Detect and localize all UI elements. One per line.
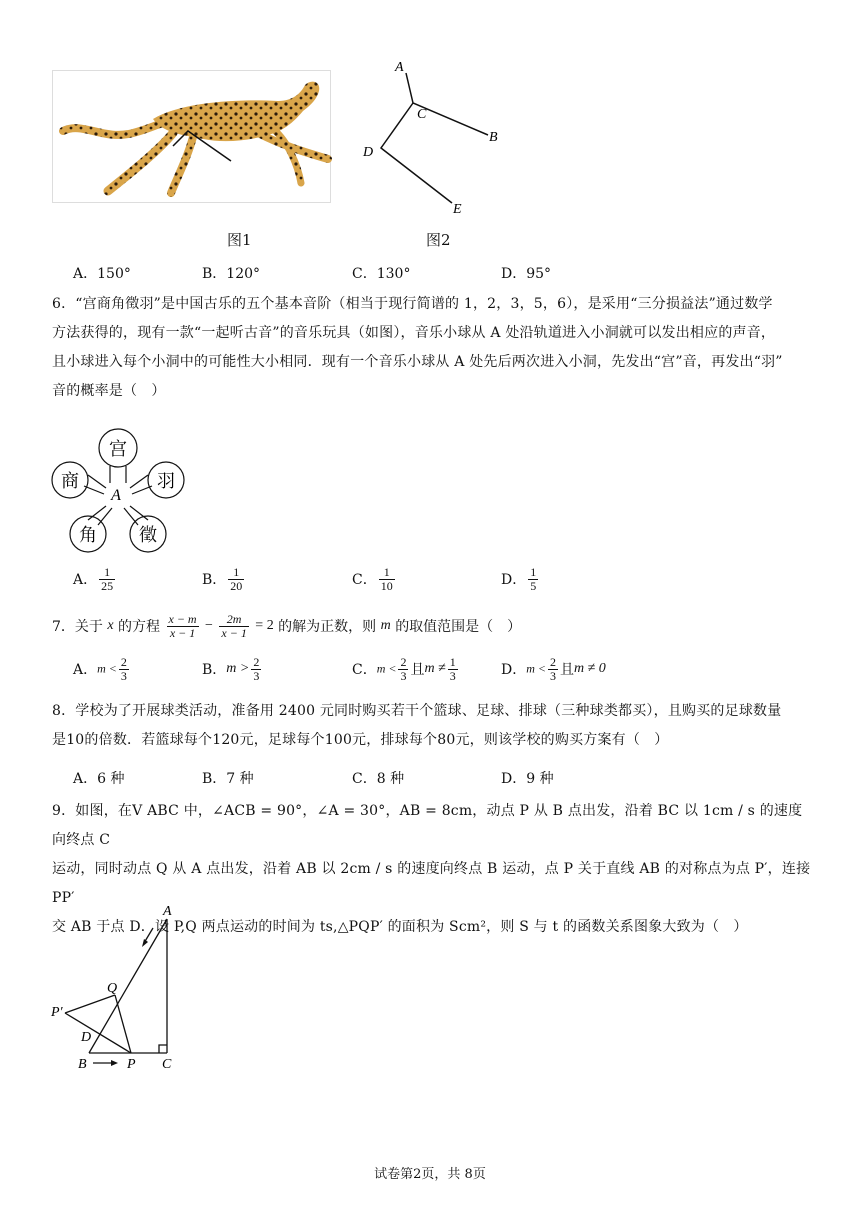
q6-option-d[interactable]: D． $\frac{1}{5}$ xyxy=(501,565,537,593)
q8-option-d[interactable]: D．9 种 xyxy=(501,771,554,787)
q6-line-4: 音的概率是（ ） xyxy=(52,383,166,399)
q5-option-b[interactable]: B．120° xyxy=(202,266,261,282)
q7-fraction-2: $\frac{2m}{x - 1}$ xyxy=(221,612,247,640)
triangle-figure-q9 xyxy=(45,895,195,1075)
hole-zhi-label: 徵 xyxy=(139,525,157,546)
question-6-text xyxy=(52,290,812,406)
point-label-a: A xyxy=(395,60,404,75)
figure-2-caption: 图2 xyxy=(426,231,451,249)
q8-option-c[interactable]: C．8 种 xyxy=(352,771,405,787)
music-toy-figure xyxy=(48,428,188,553)
question-8-text xyxy=(52,697,812,755)
q9-label-p-prime: P′ xyxy=(51,1005,63,1020)
point-label-d: D xyxy=(363,145,374,160)
question-7-text: 7．关于 x 的方程 $\frac{x - m}{x - 1}$ − $\frac{2m}{x - 1}$ = 2 的解为正数，则 m 的取值范围是（ ） xyxy=(52,612,522,640)
point-label-b: B xyxy=(489,130,498,145)
q6-line-2: 方法获得的，现有一款“一起听古音”的音乐玩具（如图），音乐小球从 A 处沿轨道进入小洞就可以发出相应的声音， xyxy=(52,325,776,341)
figure-2-diagram xyxy=(355,55,515,220)
point-label-e: E xyxy=(453,202,462,217)
cheetah-photo xyxy=(52,70,331,203)
q7-option-a[interactable]: A．m < $\frac{2}{3}$ xyxy=(73,655,127,683)
q9-line-2: 运动，同时动点 Q 从 A 点出发，沿着 AB 以 2cm / s 的速度向终点 B 运动，点 P 关于直线 AB 的对称点为点 P′，连接 PP′ xyxy=(52,861,811,906)
q8-line-1: 8．学校为了开展球类活动，准备用 2400 元同时购买若干个篮球、足球、排球（三种球类都买），且购买的足球数量 xyxy=(52,703,782,719)
q7-option-b[interactable]: B．m > $\frac{2}{3}$ xyxy=(202,655,260,683)
q7-option-d[interactable]: D．m < $\frac{2}{3}$ 且m ≠ 0 xyxy=(501,655,606,683)
hole-gong-label: 宫 xyxy=(109,439,127,460)
q9-line-1: 9．如图，在V ABC 中，∠ACB = 90°，∠A = 30°，AB = 8cm，动点 P 从 B 点出发，沿着 BC 以 1cm / s 的速度向终点 C xyxy=(52,803,803,848)
q9-label-a: A xyxy=(163,904,172,919)
q6-line-1: 6．“宫商角徵羽”是中国古乐的五个基本音阶（相当于现行简谱的 1，2，3，5，6），是采用“三分损益法”通过数学 xyxy=(52,296,773,312)
cheetah-illustration xyxy=(53,71,332,204)
figure-1-caption: 图1 xyxy=(227,231,252,249)
q9-label-d: D xyxy=(81,1030,92,1045)
q9-label-c: C xyxy=(162,1057,172,1072)
q8-line-2: 是10的倍数．若篮球每个120元，足球每个100元，排球每个80元，则该学校的购买方案有（ ） xyxy=(52,732,669,748)
q7-option-c[interactable]: C．m < $\frac{2}{3}$ 且m ≠ $\frac{1}{3}$ xyxy=(352,655,456,683)
point-label-c: C xyxy=(417,107,427,122)
q5-option-d[interactable]: D．95° xyxy=(501,266,552,282)
hole-yu-label: 羽 xyxy=(157,471,175,492)
hole-shang-label: 商 xyxy=(61,471,79,492)
q7-fraction-1: $\frac{x - m}{x - 1}$ xyxy=(168,612,197,640)
q6-line-3: 且小球进入每个小洞中的可能性大小相同．现有一个音乐小球从 A 处先后两次进入小洞，先发出“宫”音，再发出“羽” xyxy=(52,354,783,370)
hole-jue-label: 角 xyxy=(79,525,97,546)
q9-line-3: 交 AB 于点 D．设 P,Q 两点运动的时间为 ts,△PQP′ 的面积为 Scm²，则 S 与 t 的函数关系图象大致为（ ） xyxy=(52,919,748,935)
q8-option-a[interactable]: A．6 种 xyxy=(73,771,125,787)
page-footer: 试卷第2页，共 8页 xyxy=(374,1167,486,1182)
q6-option-c[interactable]: C． $\frac{1}{10}$ xyxy=(352,565,393,593)
q9-label-b: B xyxy=(78,1057,87,1072)
q5-option-c[interactable]: C．130° xyxy=(352,266,411,282)
q6-option-a[interactable]: A． $\frac{1}{25}$ xyxy=(73,565,114,593)
q9-label-p: P xyxy=(127,1057,136,1072)
q5-option-a[interactable]: A．150° xyxy=(73,266,131,282)
start-point-a-label: A xyxy=(111,487,121,504)
q8-option-b[interactable]: B．7 种 xyxy=(202,771,254,787)
q9-label-q: Q xyxy=(107,981,118,996)
q6-option-b[interactable]: B． $\frac{1}{20}$ xyxy=(202,565,243,593)
